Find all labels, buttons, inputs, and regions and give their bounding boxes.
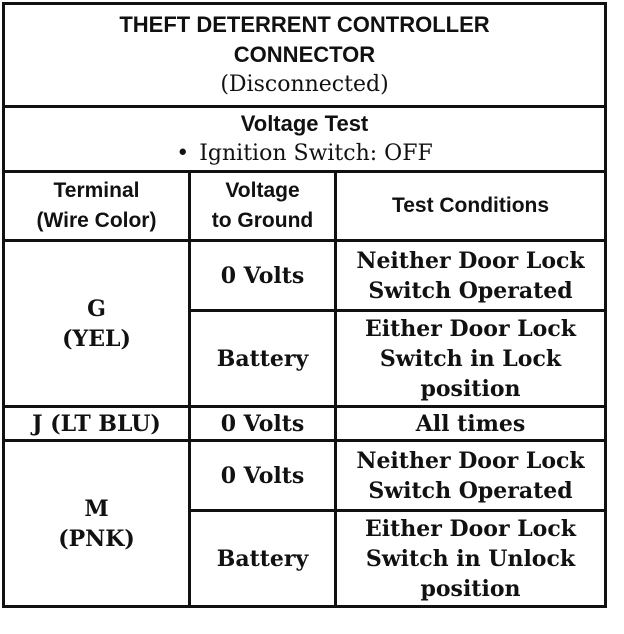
table-row xyxy=(4,407,606,441)
terminal-cell-j: J (LT BLU) xyxy=(4,407,190,441)
condition-cell xyxy=(336,511,606,607)
bullet-icon: • xyxy=(176,141,190,166)
voltage-header-line-1: Voltage xyxy=(225,179,300,202)
condition-cell xyxy=(336,311,606,407)
terminal-header-line-2: (Wire Color) xyxy=(36,209,157,232)
voltage-cell: Battery xyxy=(190,511,336,607)
condition-line: position xyxy=(420,375,521,402)
voltage-cell: 0 Volts xyxy=(190,441,336,511)
table-row xyxy=(4,241,606,311)
terminal-g-line-2: (YEL) xyxy=(62,325,131,352)
condition-line: Either Door Lock xyxy=(365,315,576,342)
test-condition xyxy=(9,139,600,169)
voltage-cell: Battery xyxy=(190,311,336,407)
voltage-cell: 0 Volts xyxy=(190,407,336,441)
condition-line: Switch Operated xyxy=(368,277,573,304)
voltage-test-chart xyxy=(2,2,604,632)
terminal-m-line-1: M xyxy=(84,495,109,522)
terminal-header-line-1: Terminal xyxy=(53,179,140,202)
terminal-cell-g xyxy=(4,241,190,407)
condition-line: Neither Door Lock xyxy=(356,447,585,474)
test-condition-text: Ignition Switch: OFF xyxy=(199,141,433,166)
voltage-cell: 0 Volts xyxy=(190,241,336,311)
voltage-header-line-2: to Ground xyxy=(211,209,314,232)
condition-line: Neither Door Lock xyxy=(356,247,585,274)
title-line-3: (Disconnected) xyxy=(220,72,389,97)
condition-line: Switch in Unlock xyxy=(365,545,576,572)
terminal-m-line-2: (PNK) xyxy=(58,525,135,552)
condition-cell: All times xyxy=(336,407,606,441)
table-title xyxy=(4,4,606,107)
title-line-1: THEFT DETERRENT CONTROLLER xyxy=(119,12,490,37)
condition-line: position xyxy=(420,575,521,602)
terminal-g-line-1: G xyxy=(87,295,106,322)
column-header-terminal xyxy=(4,172,190,241)
column-header-row xyxy=(4,172,606,241)
test-description xyxy=(4,107,606,172)
table-row xyxy=(4,441,606,511)
title-row xyxy=(4,4,606,107)
condition-cell xyxy=(336,441,606,511)
test-row xyxy=(4,107,606,172)
condition-line: Switch Operated xyxy=(368,477,573,504)
condition-cell xyxy=(336,241,606,311)
title-line-2: CONNECTOR xyxy=(233,42,376,67)
condition-line: Switch in Lock xyxy=(379,345,562,372)
connector-voltage-table xyxy=(2,2,607,608)
column-header-voltage xyxy=(190,172,336,241)
test-heading: Voltage Test xyxy=(240,111,369,136)
column-header-conditions: Test Conditions xyxy=(336,172,606,241)
condition-line: Either Door Lock xyxy=(365,515,576,542)
terminal-cell-m xyxy=(4,441,190,607)
